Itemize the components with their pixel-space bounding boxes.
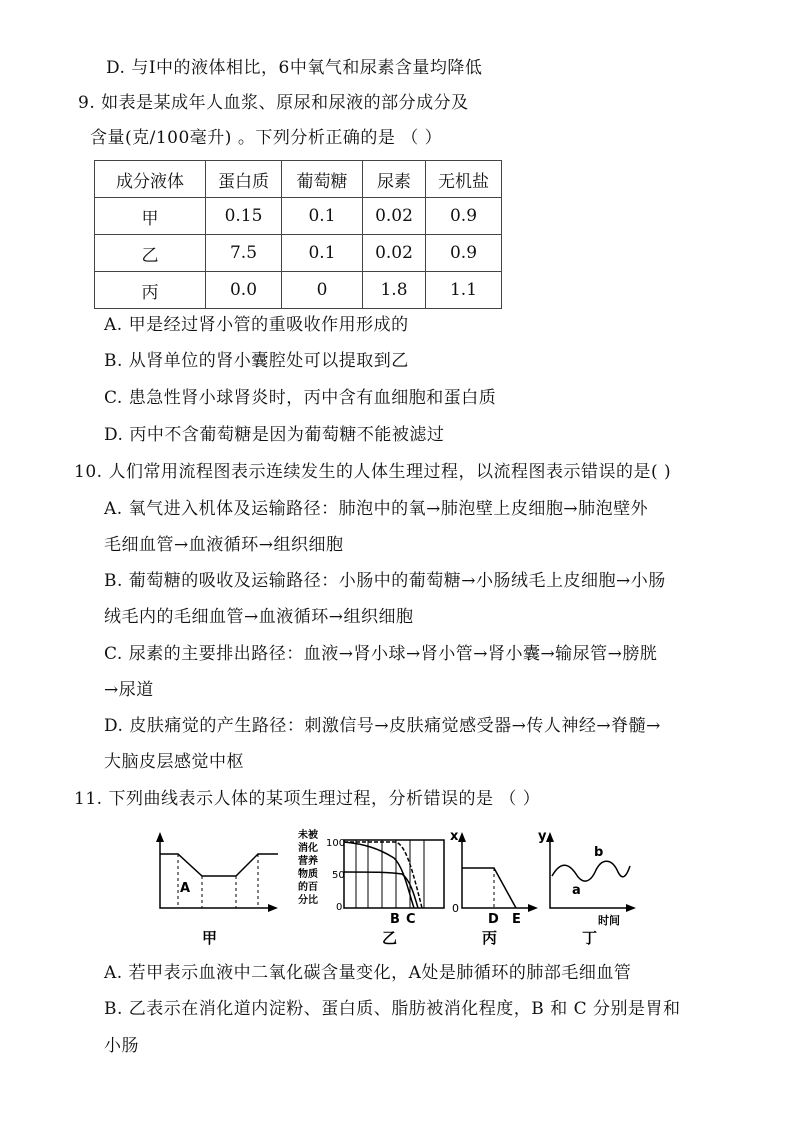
table-row (95, 198, 502, 235)
panel-yi (298, 828, 444, 947)
ding-label-a: a (572, 883, 581, 898)
q10-option-b-line2: 绒毛内的毛细血管→血液循环→组织细胞 (104, 607, 414, 627)
jia-axis (160, 840, 270, 908)
jia-caption: 甲 (202, 929, 218, 947)
q11-option-a: A. 若甲表示血液中二氧化碳含量变化，A处是肺循环的肺部毛细血管 (104, 963, 632, 983)
table-cell: 乙 (95, 235, 206, 272)
table-cell: 1.1 (426, 272, 502, 309)
yi-caption: 乙 (382, 929, 398, 947)
table-header-cell: 无机盐 (426, 161, 502, 198)
q10-option-d-line1: D. 皮肤痛觉的产生路径：刺激信号→皮肤痛觉感受器→传人神经→脊髓→ (104, 716, 661, 736)
yi-curve (344, 872, 418, 908)
yi-label-b: B (390, 912, 400, 927)
yi-ylabel-line: 物质 (298, 869, 318, 880)
table-cell: 0.02 (363, 235, 426, 272)
table-header-cell: 葡萄糖 (282, 161, 363, 198)
table-cell: 0 (282, 272, 363, 309)
q10-option-c-line2: →尿道 (104, 680, 154, 700)
q9-option-a: A. 甲是经过肾小管的重吸收作用形成的 (104, 315, 409, 335)
yi-label-c: C (406, 912, 416, 927)
table-cell: 丙 (95, 272, 206, 309)
q10-option-a-line1: A. 氧气进入机体及运输路径：肺泡中的氧→肺泡壁上皮细胞→肺泡壁外 (104, 499, 649, 519)
bing-origin: 0 (452, 902, 459, 915)
table-row (95, 272, 502, 309)
bing-axis-arrow-icon (458, 832, 466, 842)
bing-axis-arrow-icon (528, 904, 538, 912)
table-cell: 0.1 (282, 235, 363, 272)
jia-axis-arrow-icon (156, 832, 164, 842)
q10-option-d-line2: 大脑皮层感觉中枢 (104, 752, 244, 772)
table-header-cell: 尿素 (363, 161, 426, 198)
table-cell: 0.02 (363, 198, 426, 235)
yi-ylabel-line: 的百 (298, 882, 318, 893)
table-cell: 1.8 (363, 272, 426, 309)
panel-bing (450, 829, 538, 947)
q9-stem-line1: 9. 如表是某成年人血浆、原尿和尿液的部分成分及 (78, 93, 469, 113)
table-cell: 甲 (95, 198, 206, 235)
bing-ylabel: x (450, 829, 459, 844)
table-cell: 0.9 (426, 235, 502, 272)
table-cell: 7.5 (206, 235, 282, 272)
yi-tick-label: 50 (332, 870, 345, 881)
q9-option-b: B. 从肾单位的肾小囊腔处可以提取到乙 (104, 351, 409, 371)
bing-caption: 丙 (482, 929, 498, 947)
ding-xlabel: 时间 (598, 914, 620, 927)
table-row (95, 235, 502, 272)
ding-curve (552, 861, 630, 881)
q11-option-b-line2: 小肠 (104, 1036, 139, 1056)
bing-axis (462, 840, 530, 908)
table-cell: 0.0 (206, 272, 282, 309)
q10-option-a-line2: 毛细血管→血液循环→组织细胞 (104, 535, 344, 555)
yi-ylabel (298, 828, 321, 906)
ding-caption: 丁 (582, 929, 598, 947)
jia-axis-arrow-icon (268, 904, 278, 912)
ding-label-b: b (594, 845, 604, 860)
table-cell: 0.1 (282, 198, 363, 235)
q9-data-table (94, 160, 502, 309)
ding-axis (550, 840, 628, 908)
yi-tick-label: 100 (326, 838, 346, 849)
table-cell: 0.15 (206, 198, 282, 235)
yi-ylabel-line: 分比 (298, 895, 318, 906)
yi-ylabel-line: 消化 (298, 843, 318, 854)
panel-jia (156, 832, 278, 947)
q10-option-c-line1: C. 尿素的主要排出路径：血液→肾小球→肾小管→肾小囊→输尿管→膀胱 (104, 644, 658, 664)
yi-ylabel-line: 未被 (298, 830, 318, 841)
ding-axis-arrow-icon (626, 904, 636, 912)
q9-option-d: D. 丙中不含葡萄糖是因为葡萄糖不能被滤过 (104, 425, 445, 445)
q8-option-d: D. 与Ⅰ中的液体相比，6中氧气和尿素含量均降低 (106, 58, 483, 78)
table-header-cell: 成分液体 (95, 161, 206, 198)
table-header-row (95, 161, 502, 198)
bing-curve (462, 868, 516, 908)
table-header-cell: 蛋白质 (206, 161, 282, 198)
q9-stem-line2: 含量(克/100毫升) 。下列分析正确的是 （ ） (90, 128, 443, 148)
q11-option-b-line1: B. 乙表示在消化道内淀粉、蛋白质、脂肪被消化程度，B 和 C 分别是胃和 (104, 999, 681, 1019)
ding-axis-arrow-icon (546, 832, 554, 842)
bing-label-e: E (512, 912, 521, 927)
bing-label-d: D (488, 912, 499, 927)
q10-stem: 10. 人们常用流程图表示连续发生的人体生理过程，以流程图表示错误的是( ) (74, 462, 672, 482)
ding-ylabel: y (538, 829, 547, 844)
q11-stem: 11. 下列曲线表示人体的某项生理过程，分析错误的是 （ ） (74, 789, 541, 809)
panel-ding (538, 829, 636, 947)
q9-option-c: C. 患急性肾小球肾炎时，丙中含有血细胞和蛋白质 (104, 388, 497, 408)
yi-frame (344, 840, 444, 908)
table-cell: 0.9 (426, 198, 502, 235)
yi-tick-label: 0 (336, 902, 343, 913)
jia-label-a: A (180, 881, 191, 896)
yi-ylabel-line: 营养 (298, 856, 318, 867)
q11-figure (150, 828, 640, 952)
q10-option-b-line1: B. 葡萄糖的吸收及运输路径：小肠中的葡萄糖→小肠绒毛上皮细胞→小肠 (104, 571, 666, 591)
